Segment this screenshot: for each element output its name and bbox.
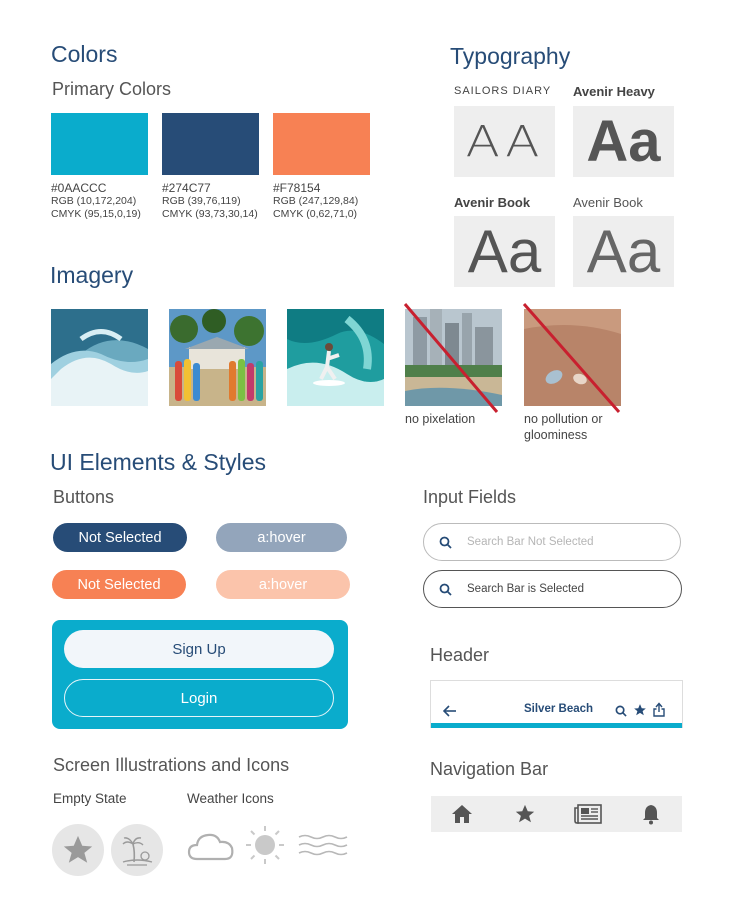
star-icon[interactable] (633, 703, 647, 717)
auth-button-panel (52, 620, 348, 729)
newspaper-icon (574, 804, 602, 824)
font-name-avenir-book-2: Avenir Book (573, 195, 643, 210)
button-navy-not-selected[interactable]: Not Selected (53, 523, 187, 552)
palm-tree-icon (119, 832, 155, 868)
swatch-rgb: RGB (10,172,204) (51, 195, 137, 207)
image-surfer (287, 309, 384, 406)
caption-no-pollution: no pollution or gloominess (524, 412, 603, 442)
nav-item-notifications[interactable] (619, 796, 682, 832)
swatch-hex: #F78154 (273, 181, 321, 195)
search-field-selected[interactable] (423, 570, 682, 608)
font-sample-sailors (454, 106, 555, 177)
font-sample-glyph: Aa (586, 109, 661, 174)
star-icon (61, 833, 95, 867)
sign-up-button[interactable]: Sign Up (64, 630, 334, 668)
primary-colors-subtitle: Primary Colors (52, 79, 172, 99)
share-icon[interactable] (653, 702, 665, 717)
swatch-navy (162, 113, 259, 175)
nav-item-home[interactable] (431, 796, 494, 832)
header-preview (430, 680, 683, 728)
navigation-bar-title: Navigation Bar (430, 759, 549, 779)
colors-title: Colors (51, 41, 118, 67)
swatch-navy-info (162, 181, 258, 221)
home-icon (451, 804, 473, 824)
swatch-cyan-info (51, 181, 141, 221)
header-section-title: Header (430, 645, 490, 665)
search-icon[interactable] (615, 705, 627, 717)
swatch-cmyk: CMYK (0,62,71,0) (273, 208, 358, 220)
font-sample-avenir-heavy (573, 106, 674, 177)
star-icon (514, 803, 536, 825)
search-text: Search Bar is Selected (467, 583, 584, 595)
imagery-title: Imagery (50, 262, 134, 288)
button-orange-not-selected[interactable]: Not Selected (52, 570, 186, 599)
login-button[interactable]: Login (64, 679, 334, 717)
empty-state-label: Empty State (53, 791, 127, 806)
back-arrow-icon[interactable] (443, 705, 457, 717)
swatch-orange (273, 113, 370, 175)
font-sample-glyph: AA (465, 116, 544, 167)
caption-no-pixelation: no pixelation (405, 412, 476, 426)
search-field-not-selected[interactable] (423, 523, 681, 561)
nav-item-news[interactable] (557, 796, 620, 832)
swatch-hex: #0AACCC (51, 181, 107, 195)
header-accent-bar (431, 723, 682, 728)
swatch-cmyk: CMYK (95,15,0,19) (51, 208, 141, 220)
swatch-hex: #274C77 (162, 181, 211, 195)
search-icon (439, 583, 452, 596)
typography-title: Typography (450, 43, 571, 69)
buttons-title: Buttons (53, 487, 115, 507)
font-sample-avenir-book-2 (573, 216, 674, 287)
ui-elements-title: UI Elements & Styles (50, 449, 267, 475)
font-name-sailors-diary: SAILORS DIARY (454, 85, 552, 97)
image-wave (51, 309, 148, 406)
weather-icons-label: Weather Icons (187, 791, 274, 806)
input-fields-title: Input Fields (423, 487, 517, 507)
font-sample-avenir-book-1 (454, 216, 555, 287)
button-navy-hover[interactable]: a:hover (216, 523, 347, 552)
button-orange-hover[interactable]: a:hover (216, 570, 350, 599)
empty-state-favorites (52, 824, 104, 876)
empty-state-beach (111, 824, 163, 876)
font-sample-glyph: Aa (467, 218, 542, 285)
swatch-cmyk: CMYK (93,73,30,14) (162, 208, 258, 220)
swatch-rgb: RGB (39,76,119) (162, 195, 241, 207)
font-name-avenir-book-1: Avenir Book (454, 195, 531, 210)
waves-icon (298, 834, 348, 856)
nav-item-favorites[interactable] (494, 796, 557, 832)
header-label: Silver Beach (524, 703, 594, 715)
navigation-bar-preview (431, 796, 682, 832)
search-placeholder: Search Bar Not Selected (467, 536, 594, 548)
sun-icon (243, 824, 287, 866)
prohibited-slashes (400, 300, 630, 416)
cloud-icon (187, 828, 235, 862)
bell-icon (641, 803, 661, 825)
illustrations-title: Screen Illustrations and Icons (53, 755, 290, 775)
swatch-rgb: RGB (247,129,84) (273, 195, 359, 207)
swatch-orange-info (273, 181, 358, 221)
font-sample-glyph: Aa (586, 218, 661, 285)
search-icon (439, 536, 452, 549)
swatch-cyan (51, 113, 148, 175)
image-surfboards (169, 309, 266, 406)
font-name-avenir-heavy: Avenir Heavy (573, 84, 655, 99)
